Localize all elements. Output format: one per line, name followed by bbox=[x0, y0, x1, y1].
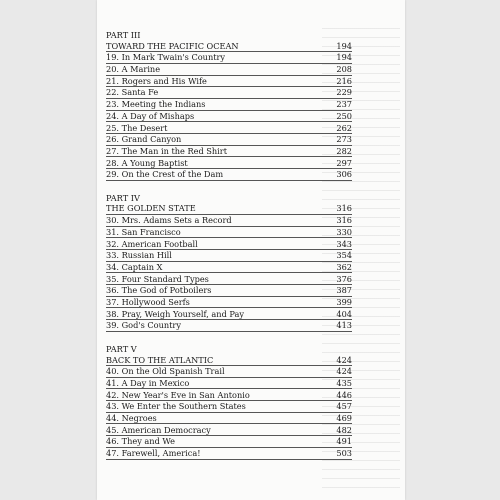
toc-entry bbox=[106, 238, 352, 250]
toc-entry bbox=[106, 424, 352, 436]
part-page: 316 bbox=[336, 203, 352, 214]
entry-page: 446 bbox=[336, 389, 352, 400]
entry-title: 41. A Day in Mexico bbox=[106, 377, 190, 388]
entry-title: 46. They and We bbox=[106, 436, 176, 447]
part-page: 424 bbox=[336, 354, 352, 365]
entry-title: 26. Grand Canyon bbox=[106, 134, 182, 145]
entry-title: 29. On the Crest of the Dam bbox=[106, 169, 224, 180]
entry-page: 387 bbox=[336, 285, 352, 296]
toc-entry bbox=[106, 64, 352, 76]
toc-entry bbox=[106, 52, 352, 64]
toc-entry bbox=[106, 389, 352, 401]
toc-entry bbox=[106, 122, 352, 134]
entry-page: 491 bbox=[336, 436, 352, 447]
toc-entry bbox=[106, 436, 352, 448]
part-label: PART III bbox=[106, 30, 141, 40]
toc-entry bbox=[106, 215, 352, 227]
toc-entry bbox=[106, 99, 352, 111]
entry-page: 482 bbox=[336, 424, 352, 435]
toc-entry bbox=[106, 262, 352, 274]
entry-title: 28. A Young Baptist bbox=[106, 157, 188, 168]
toc-part-5 bbox=[106, 344, 352, 460]
entry-page: 435 bbox=[336, 377, 352, 388]
entry-title: 32. American Football bbox=[106, 238, 198, 249]
toc-entry bbox=[106, 227, 352, 239]
toc-entry bbox=[106, 320, 352, 332]
part-title-row bbox=[106, 41, 352, 53]
entry-title: 35. Four Standard Types bbox=[106, 273, 209, 284]
table-of-contents bbox=[106, 30, 352, 460]
part-title-row bbox=[106, 354, 352, 366]
entry-page: 343 bbox=[336, 238, 352, 249]
toc-entry bbox=[106, 87, 352, 99]
entry-page: 457 bbox=[336, 401, 352, 412]
entry-title: 31. San Francisco bbox=[106, 226, 181, 237]
entry-title: 33. Russian Hill bbox=[106, 250, 172, 261]
entry-page: 354 bbox=[336, 250, 352, 261]
toc-entry bbox=[106, 76, 352, 88]
entry-page: 413 bbox=[336, 320, 352, 331]
toc-entry bbox=[106, 111, 352, 123]
part-page: 194 bbox=[336, 40, 352, 51]
entry-page: 404 bbox=[336, 308, 352, 319]
toc-entry bbox=[106, 285, 352, 297]
entry-page: 208 bbox=[336, 64, 352, 75]
entry-page: 330 bbox=[336, 226, 352, 237]
toc-entry bbox=[106, 250, 352, 262]
entry-title: 19. In Mark Twain's Country bbox=[106, 52, 226, 63]
entry-title: 47. Farewell, America! bbox=[106, 448, 201, 458]
entry-title: 45. American Democracy bbox=[106, 424, 211, 435]
entry-page: 194 bbox=[336, 52, 352, 63]
entry-title: 44. Negroes bbox=[106, 412, 157, 423]
entry-page: 424 bbox=[336, 366, 352, 377]
entry-title: 25. The Desert bbox=[106, 122, 168, 133]
book-page bbox=[97, 0, 405, 500]
entry-page: 469 bbox=[336, 412, 352, 423]
part-title: BACK TO THE ATLANTIC bbox=[106, 354, 214, 365]
entry-page: 250 bbox=[336, 110, 352, 121]
toc-part-3 bbox=[106, 30, 352, 181]
entry-title: 36. The God of Potboilers bbox=[106, 285, 212, 296]
toc-entry bbox=[106, 273, 352, 285]
part-title: THE GOLDEN STATE bbox=[106, 203, 196, 214]
entry-title: 22. Santa Fe bbox=[106, 87, 159, 98]
entry-title: 30. Mrs. Adams Sets a Record bbox=[106, 215, 232, 226]
entry-title: 42. New Year's Eve in San Antonio bbox=[106, 389, 250, 400]
entry-page: 282 bbox=[336, 145, 352, 156]
part-label: PART IV bbox=[106, 192, 140, 203]
entry-title: 40. On the Old Spanish Trail bbox=[106, 366, 225, 377]
toc-entry bbox=[106, 401, 352, 413]
entry-title: 24. A Day of Mishaps bbox=[106, 110, 195, 121]
toc-entry bbox=[106, 134, 352, 146]
entry-page: 399 bbox=[336, 296, 352, 307]
entry-title: 34. Captain X bbox=[106, 261, 163, 272]
entry-title: 23. Meeting the Indians bbox=[106, 99, 206, 110]
entry-title: 37. Hollywood Serfs bbox=[106, 296, 190, 307]
entry-page: 362 bbox=[336, 261, 352, 272]
entry-page: 376 bbox=[336, 273, 352, 284]
entry-title: 20. A Marine bbox=[106, 64, 161, 75]
toc-entry bbox=[106, 413, 352, 425]
toc-entry bbox=[106, 378, 352, 390]
entry-page: 316 bbox=[336, 215, 352, 226]
entry-page: 503 bbox=[336, 448, 352, 458]
part-title-row bbox=[106, 203, 352, 215]
entry-title: 38. Pray, Weigh Yourself, and Pay bbox=[106, 308, 245, 319]
toc-entry bbox=[106, 297, 352, 309]
toc-entry bbox=[106, 366, 352, 378]
part-label: PART V bbox=[106, 343, 137, 354]
entry-title: 21. Rogers and His Wife bbox=[106, 75, 207, 86]
entry-title: 39. God's Country bbox=[106, 320, 181, 331]
entry-title: 27. The Man in the Red Shirt bbox=[106, 145, 228, 156]
entry-page: 262 bbox=[336, 122, 352, 133]
entry-page: 273 bbox=[336, 134, 352, 145]
toc-entry bbox=[106, 448, 352, 460]
part-title: TOWARD THE PACIFIC OCEAN bbox=[106, 40, 239, 51]
toc-entry bbox=[106, 157, 352, 169]
toc-entry bbox=[106, 169, 352, 181]
toc-entry bbox=[106, 146, 352, 158]
entry-page: 306 bbox=[336, 169, 352, 180]
entry-title: 43. We Enter the Southern States bbox=[106, 401, 246, 412]
entry-page: 216 bbox=[336, 75, 352, 86]
entry-page: 237 bbox=[336, 99, 352, 110]
toc-part-4 bbox=[106, 193, 352, 332]
toc-entry bbox=[106, 308, 352, 320]
entry-page: 229 bbox=[336, 87, 352, 98]
entry-page: 297 bbox=[336, 157, 352, 168]
